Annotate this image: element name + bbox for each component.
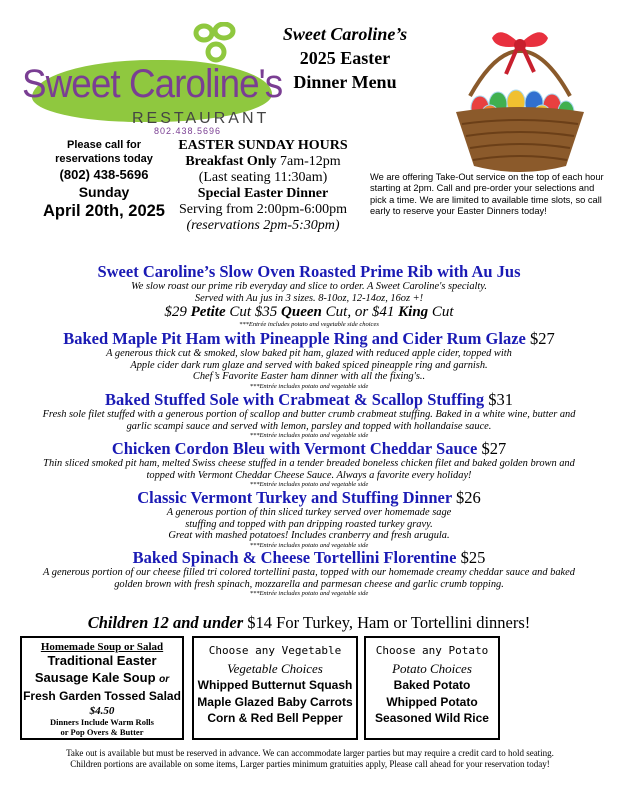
soup-price: $4.50 [89,704,115,717]
logo-restaurant: RESTAURANT [132,110,270,127]
dish-desc: We slow roast our prime rib everyday and slice to order. A Sweet Caroline's specialty. [131,281,487,292]
reservation-hours: (reservations 2pm-5:30pm) [186,218,340,233]
flower-icon [192,22,238,64]
dish-desc: A generous portion of our cheese filled tri colored tortellini pasta, topped with our homemade creamy cheddar sauce and baked [43,567,575,578]
dish-note: ***Entrée includes potato and vegetable side [249,590,369,598]
dish-note: ***Entrée includes potato and vegetable side [249,432,369,440]
veg-item: Whipped Butternut Squash [197,678,353,692]
dish-title: Chicken Cordon Bleu with Vermont Cheddar Sauce [111,439,478,458]
easter-hours [168,138,358,234]
potato-handwritten-header: Choose any Potato [375,644,489,657]
dish-title: Sweet Caroline’s Slow Oven Roasted Prime Rib with Au Jus [97,262,521,281]
dish-desc: Fresh sole filet stuffed with a generous portion of scallop and butter crumb crabmeat stuffing. Baked in a white wine, butter and [42,409,576,420]
dish-desc: A generous thick cut & smoked, slow baked pit ham, glazed with reduced apple cider, topped with [106,348,512,359]
vegetable-choices-box [192,636,358,740]
potato-item: Baked Potato [393,678,471,692]
footer-notice [10,748,610,770]
call-day: Sunday [78,184,130,200]
potato-box-header: Potato Choices [392,661,472,676]
dish-ham [8,329,610,391]
logo-name: Sweet Caroline's [22,62,283,106]
dish-price: $25 [460,548,486,567]
dish-cordon-bleu [8,439,610,489]
easter-basket-icon [440,16,600,181]
headline-line1: Sweet Caroline’s [282,24,408,44]
dish-price: $27 [481,439,507,458]
reservation-call-box [40,138,168,221]
breakfast-label: Breakfast Only [185,154,277,169]
veg-handwritten-header: Choose any Vegetable [208,644,342,657]
dish-desc: topped with Vermont Cheddar Cheese Sauce. Always a favorite every holiday! [146,469,472,481]
veg-item: Maple Glazed Baby Carrots [197,694,353,709]
soup-note: Dinners Include Warm Rolls [50,716,154,727]
call-line1: Please call for [67,139,141,151]
veg-item: Corn & Red Bell Pepper [207,711,343,725]
restaurant-logo [14,20,283,138]
dish-desc: stuffing and topped with pan dripping roasted turkey gravy. [185,518,433,530]
children-label: Children 12 and under [87,613,244,632]
dish-price: $26 [456,488,481,507]
dish-desc: Thin sliced smoked pit ham, melted Swiss cheese stuffed in a tender breaded boneless chicken filet and baked golden brown and [43,458,575,469]
dish-note: ***Entrée includes potato and vegetable side choices [239,321,379,329]
dish-note: ***Entrée includes potato and vegetable side [249,382,369,390]
soup-box-header: Homemade Soup or Salad [40,641,164,653]
soup-item: Sausage Kale Soup [34,669,160,685]
children-text: $14 For Turkey, Ham or Tortellini dinners! [243,613,531,632]
veg-box-header: Vegetable Choices [227,661,323,676]
potato-item: Seasoned Wild Rice [375,711,489,725]
footer-line: Children portions are available on some items, Larger parties minimum gratuities apply, Please call ahead for your reservation today! [70,759,550,769]
potato-choices-box [364,636,500,740]
call-line2: reservations today [55,153,153,165]
dish-price: $27 [530,329,555,348]
menu-headline [270,22,420,94]
dish-prime-rib [8,262,610,329]
serving-hours: Serving from 2:00pm-6:00pm [179,202,347,217]
dish-sole [8,390,610,440]
dish-title: Baked Spinach & Cheese Tortellini Florentine [132,548,457,567]
headline-line2: 2025 Easter [299,48,391,68]
dish-desc: Served with Au jus in 3 sizes. 8-10oz, 12-14oz, 16oz +! [194,292,424,304]
dish-note: ***Entrée includes potato and vegetable side [249,481,369,489]
footer-line: Take out is available but must be reserved in advance. We can accommodate larger parties but may require a credit card to hold seating. [66,748,554,758]
headline-line3: Dinner Menu [293,72,397,92]
dish-desc: A generous portion of thin sliced turkey served over homemade sage [166,507,452,518]
dish-desc: Chef’s Favorite Easter ham dinner with all the fixing's.. [192,371,426,383]
children-pricing [8,613,610,633]
special-dinner: Special Easter Dinner [197,186,329,201]
potato-item: Whipped Potato [386,694,478,709]
dish-title: Baked Stuffed Sole with Crabmeat & Scallop Stuffing [105,390,485,409]
call-phone: (802) 438-5696 [59,167,149,182]
dish-desc: Great with mashed potatoes! Includes cranberry and fresh arugula. [168,530,450,542]
logo-phone: 802.438.5696 [154,126,222,136]
last-seating: (Last seating 11:30am) [198,170,328,185]
call-date: April 20th, 2025 [43,202,165,220]
soup-salad-box [20,636,184,740]
breakfast-time: 7am-12pm [276,154,341,169]
dish-note: ***Entrée includes potato and vegetable side [249,541,369,549]
salad-item: Fresh Garden Tossed Salad [23,689,181,703]
dish-title: Baked Maple Pit Ham with Pineapple Ring and Cider Rum Glaze [63,329,526,348]
hours-title: EASTER SUNDAY HOURS [178,138,348,153]
dish-title: Classic Vermont Turkey and Stuffing Dinner [137,488,452,507]
dish-tortellini [8,548,610,598]
prime-rib-prices: $29 Petite Cut $35 Queen Cut, or $41 King Cut [164,304,454,321]
soup-item: Traditional Easter [47,653,157,668]
dish-desc: Apple cider dark rum glaze and served with baked spiced pineapple ring and garnish. [130,359,488,371]
dish-turkey [8,488,610,550]
takeout-notice: We are offering Take-Out service on the top of each hour starting at 2pm. Call and pre-order your selections and pick a time. We are limited to available time slots, so call early to reserve your Easter Dinners today! [370,172,604,217]
dish-desc: golden brown with fresh spinach, mozzarella and parmesan cheese and garlic crumb topping. [114,578,504,590]
soup-note: or Pop Overs & Butter [60,726,144,737]
dish-price: $31 [488,390,513,409]
soup-or: or [159,673,170,685]
dish-desc: garlic scampi sauce and served with lemon, parsley and topped with hollandaise sauce. [126,420,492,432]
